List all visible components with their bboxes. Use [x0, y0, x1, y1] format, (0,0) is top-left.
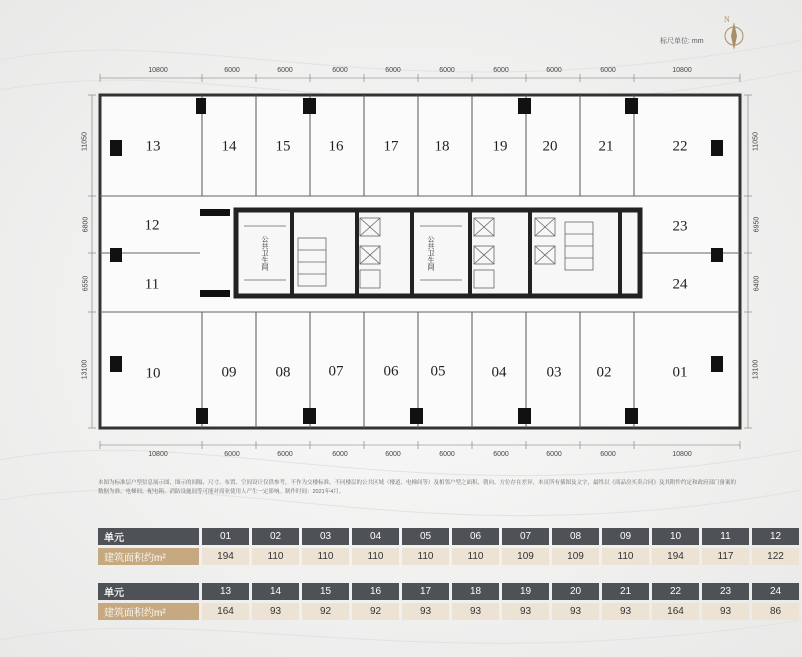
table-cell: 01: [202, 528, 249, 545]
dim-top-2: 6000: [224, 67, 240, 74]
table-cell: 09: [602, 528, 649, 545]
dim-top-10: 10800: [672, 67, 692, 74]
dim-top-9: 6000: [600, 67, 616, 74]
unit-label-04: 04: [491, 364, 507, 381]
dim-top-6: 6000: [439, 67, 455, 74]
table-cell: 93: [402, 603, 449, 620]
dim-top-7: 6000: [493, 67, 509, 74]
area-table-1-header-row: [98, 528, 799, 545]
area-table-2-value-row: [98, 603, 799, 620]
unit-label-15: 15: [275, 138, 291, 155]
dim-right-1: 11050: [752, 132, 760, 151]
table-cell: 24: [752, 583, 799, 600]
table-cell: 164: [202, 603, 249, 620]
table-cell: 93: [452, 603, 499, 620]
table-cell: 92: [352, 603, 399, 620]
unit-label-06: 06: [383, 363, 399, 380]
area-table-2-header-label: 单元: [98, 583, 199, 600]
table-cell: 194: [202, 548, 249, 565]
unit-label-02: 02: [596, 364, 612, 381]
unit-label-14: 14: [221, 138, 237, 155]
table-cell: 21: [602, 583, 649, 600]
dim-top-5: 6000: [385, 67, 401, 74]
table-cell: 110: [302, 548, 349, 565]
area-table-1-value-row: [98, 548, 799, 565]
table-cell: 05: [402, 528, 449, 545]
table-cell: 17: [402, 583, 449, 600]
table-cell: 92: [302, 603, 349, 620]
unit-label-11: 11: [144, 276, 160, 293]
unit-label-24: 24: [672, 276, 688, 293]
table-cell: 194: [652, 548, 699, 565]
unit-label-23: 23: [672, 218, 688, 235]
unit-label-09: 09: [221, 364, 237, 381]
dim-top-1: 10800: [148, 67, 168, 74]
area-table-2-header-row: [98, 583, 799, 600]
table-cell: 06: [452, 528, 499, 545]
area-table-1-header-label: 单元: [98, 528, 199, 545]
unit-label-16: 16: [328, 138, 344, 155]
dim-bottom-1: 10800: [148, 451, 168, 458]
dim-top-3: 6000: [277, 67, 293, 74]
dim-left-2: 6800: [82, 216, 90, 233]
table-cell: 110: [252, 548, 299, 565]
table-cell: 110: [402, 548, 449, 565]
disclaimer-text: 本图为标准层户型信息展示图，图示的间隔、尺寸、布置、空间设计仅供参考，不作为交楼标准。不同楼层的公共区域（楼道、电梯间等）及相邻户型之面积、朝向、方位存在差异，本页所有插图及文字，最终以《商品房买卖合同》及其附件约定和政府部门备案的数据为准。电梯间、配电箱、消防设施间等可能对商业使用人产生一定影响。制作时间：2021年4月。: [98, 480, 737, 495]
table-cell: 93: [552, 603, 599, 620]
table-cell: 164: [652, 603, 699, 620]
dim-right-3: 6400: [753, 275, 761, 292]
unit-label-20: 20: [542, 138, 558, 155]
table-cell: 16: [352, 583, 399, 600]
dim-bottom-3: 6000: [277, 451, 293, 458]
table-cell: 86: [752, 603, 799, 620]
table-cell: 19: [502, 583, 549, 600]
table-cell: 110: [352, 548, 399, 565]
table-cell: 14: [252, 583, 299, 600]
restroom-label-1: 公共卫生间: [261, 235, 268, 271]
north-label: N: [724, 15, 730, 24]
dim-top-8: 6000: [546, 67, 562, 74]
table-cell: 07: [502, 528, 549, 545]
area-table-1: [95, 525, 802, 568]
table-cell: 03: [302, 528, 349, 545]
dim-left-3: 6550: [82, 275, 90, 292]
table-cell: 11: [702, 528, 749, 545]
dim-bottom-8: 6000: [546, 451, 562, 458]
unit-label-03: 03: [546, 364, 562, 381]
table-cell: 110: [452, 548, 499, 565]
table-cell: 93: [252, 603, 299, 620]
unit-label-01: 01: [672, 364, 688, 381]
area-table-1-value-label: 建筑面积约m²: [98, 548, 199, 565]
table-cell: 23: [702, 583, 749, 600]
area-table-2: [95, 580, 802, 623]
dim-bottom-6: 6000: [439, 451, 455, 458]
table-cell: 110: [602, 548, 649, 565]
unit-label-08: 08: [275, 364, 291, 381]
table-cell: 109: [552, 548, 599, 565]
dim-bottom-7: 6000: [493, 451, 509, 458]
unit-label-07: 07: [328, 363, 344, 380]
table-cell: 18: [452, 583, 499, 600]
table-cell: 04: [352, 528, 399, 545]
table-cell: 93: [502, 603, 549, 620]
building-core: [236, 210, 640, 296]
dim-left-4: 13100: [81, 359, 89, 380]
unit-label-05: 05: [430, 363, 446, 380]
table-cell: 93: [702, 603, 749, 620]
dim-bottom-5: 6000: [385, 451, 401, 458]
dim-bottom-4: 6000: [332, 451, 348, 458]
table-cell: 02: [252, 528, 299, 545]
table-cell: 15: [302, 583, 349, 600]
unit-label-13: 13: [145, 138, 161, 155]
table-cell: 08: [552, 528, 599, 545]
dim-left-1: 11050: [81, 132, 89, 151]
table-cell: 10: [652, 528, 699, 545]
dim-right-4: 13100: [752, 359, 760, 380]
table-cell: 117: [702, 548, 749, 565]
table-cell: 20: [552, 583, 599, 600]
table-cell: 122: [752, 548, 799, 565]
dim-bottom-2: 6000: [224, 451, 240, 458]
unit-label-10: 10: [145, 365, 161, 382]
unit-label-22: 22: [672, 138, 688, 155]
unit-label-18: 18: [434, 138, 450, 155]
dim-top-4: 6000: [332, 67, 348, 74]
unit-label-17: 17: [383, 138, 399, 155]
dim-bottom-9: 6000: [600, 451, 616, 458]
dim-bottom-10: 10800: [672, 451, 692, 458]
table-cell: 93: [602, 603, 649, 620]
table-cell: 22: [652, 583, 699, 600]
dim-right-2: 6950: [753, 216, 761, 233]
unit-label-19: 19: [492, 138, 508, 155]
table-cell: 109: [502, 548, 549, 565]
restroom-label-2: 公共卫生间: [427, 235, 434, 271]
unit-label-12: 12: [144, 217, 160, 234]
unit-label-21: 21: [598, 138, 614, 155]
area-table-2-value-label: 建筑面积约m²: [98, 603, 199, 620]
table-cell: 12: [752, 528, 799, 545]
table-cell: 13: [202, 583, 249, 600]
unit-note: 标尺单位: mm: [660, 38, 704, 45]
